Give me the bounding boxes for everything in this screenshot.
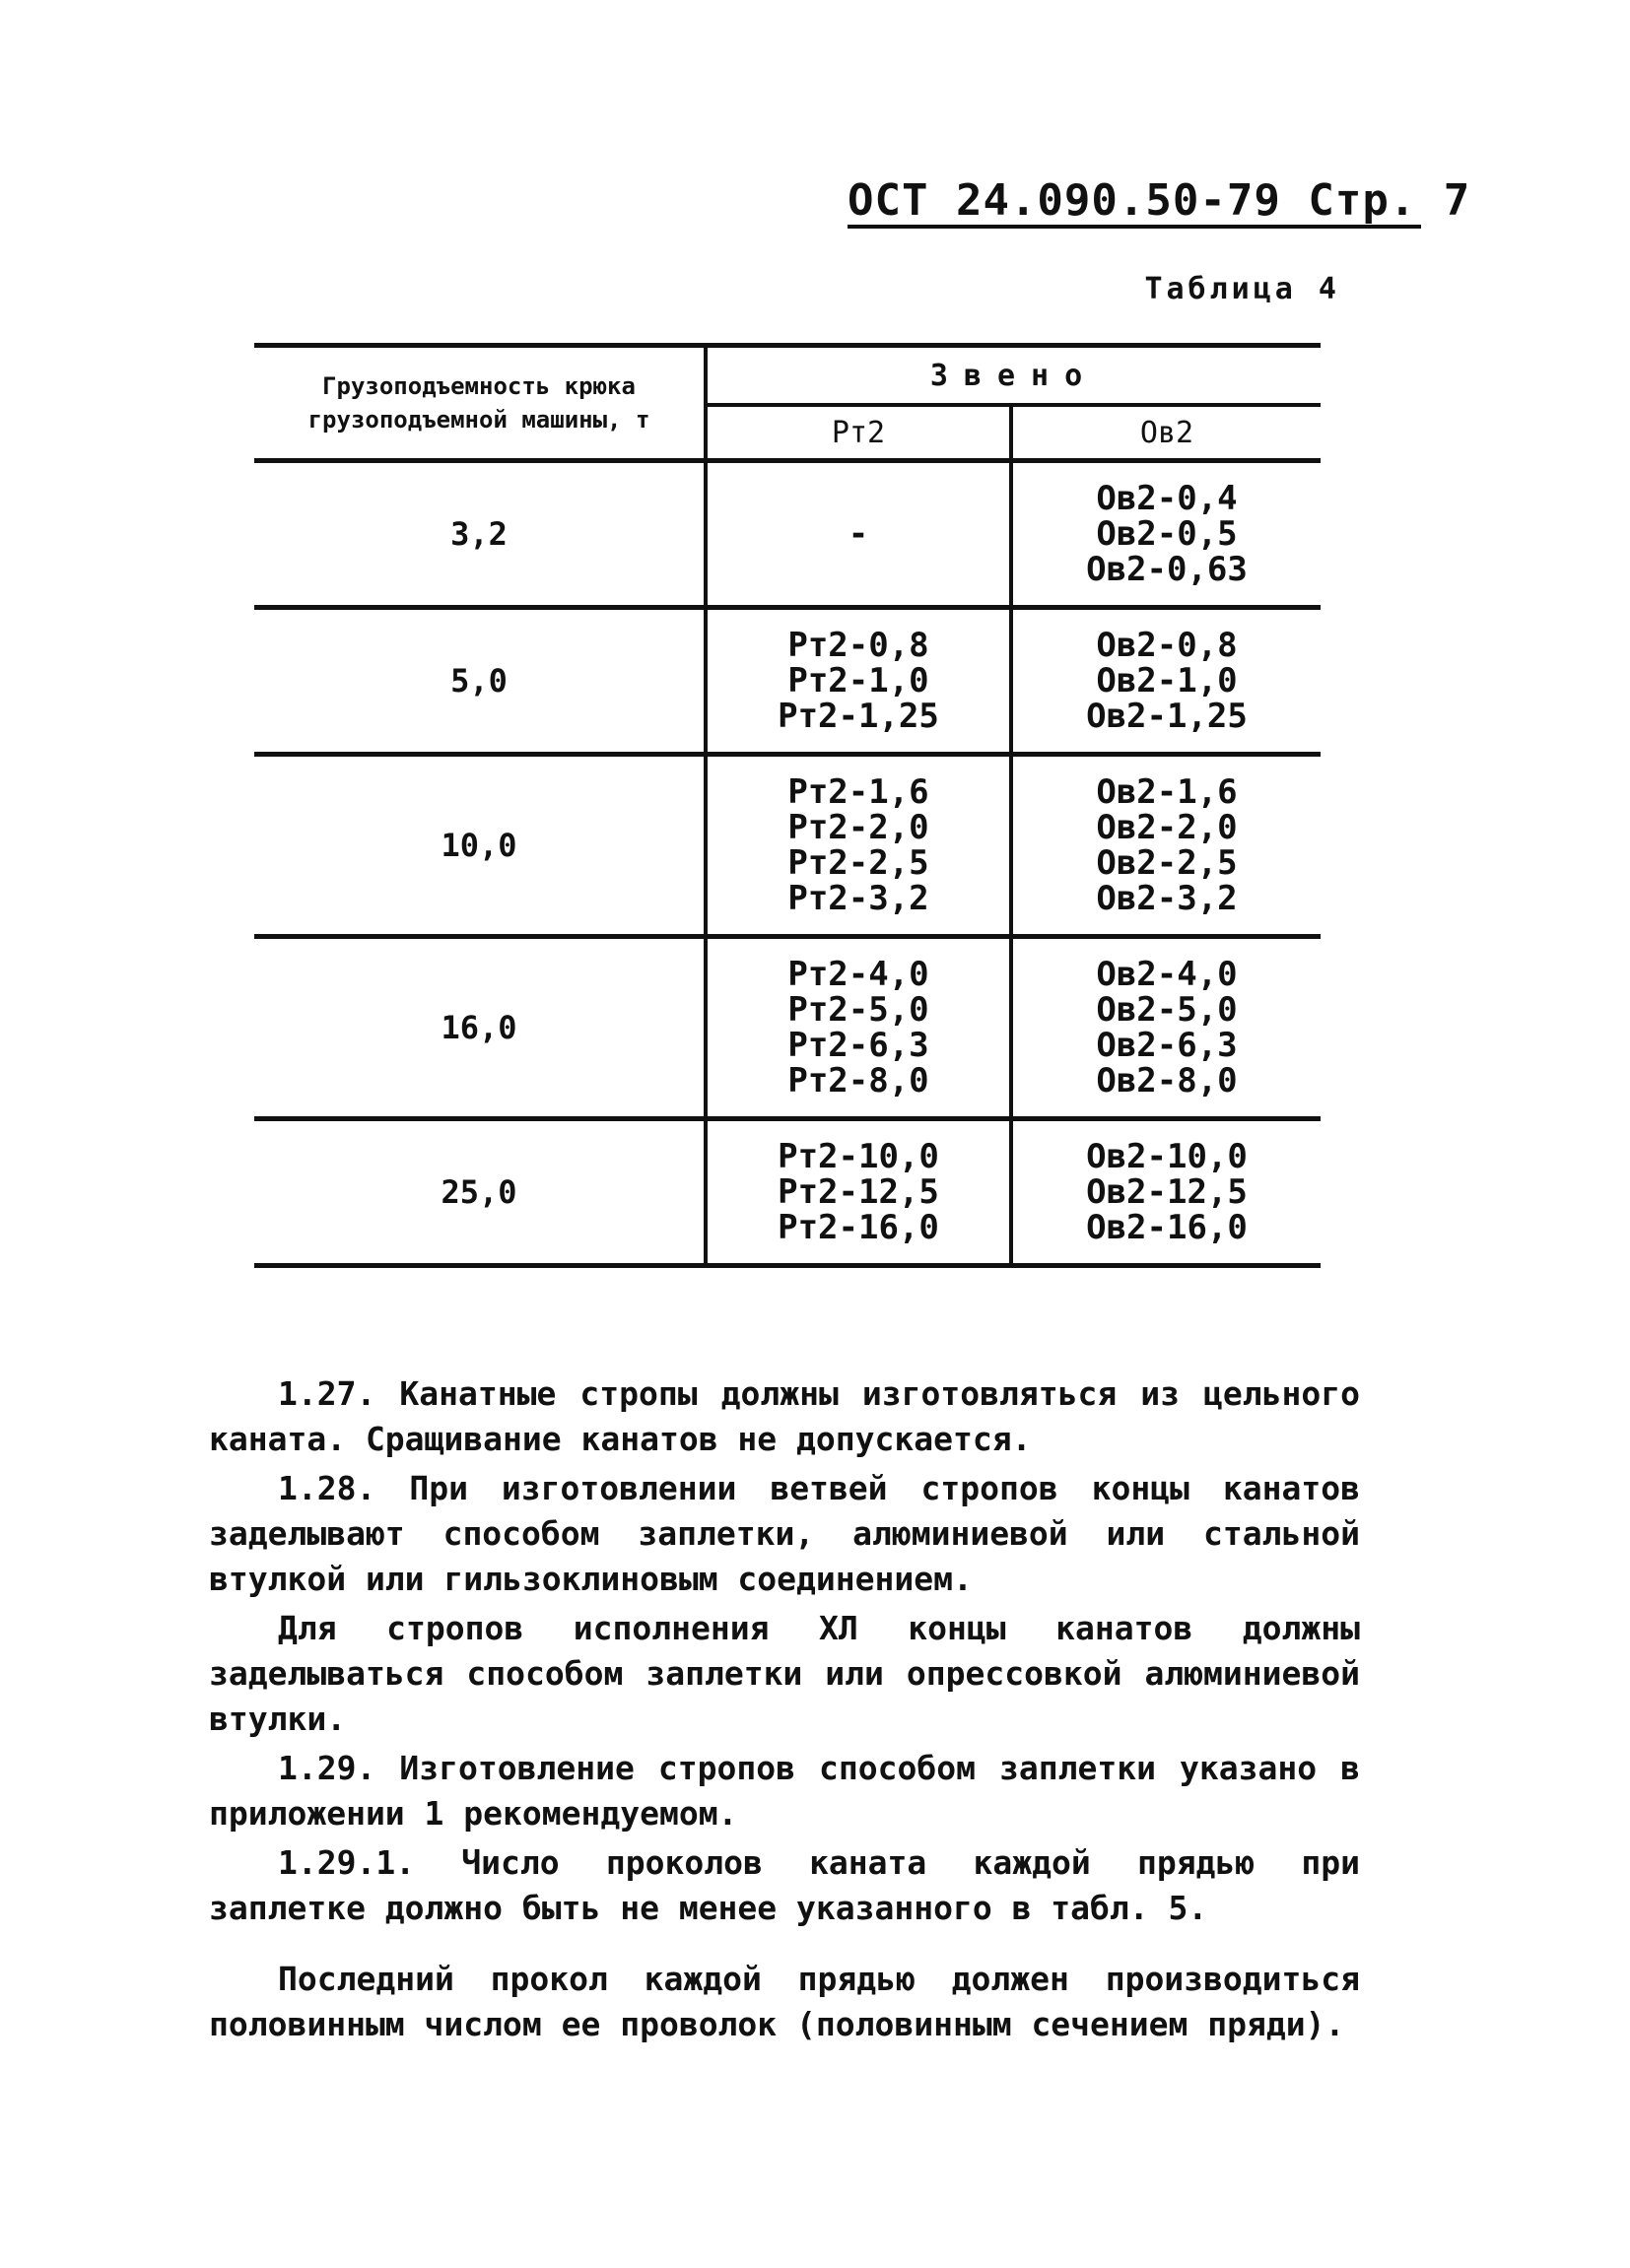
paragraph-1-27: 1.27. Канатные стропы должны изготовляться из цельного каната. Сращивание канатов не допускается. bbox=[209, 1374, 1360, 1458]
rt2-value: Рт2-12,5 bbox=[778, 1172, 939, 1212]
ov2-value: Ов2-8,0 bbox=[1096, 1061, 1238, 1101]
ov2-cell bbox=[1011, 755, 1321, 937]
rt2-value: Рт2-5,0 bbox=[787, 990, 929, 1030]
table-row bbox=[254, 755, 1321, 937]
paragraph-last-puncture: Последний прокол каждой прядью должен производиться половинным числом ее проволок (половинным сечением пряди). bbox=[209, 1960, 1360, 2043]
ov2-cell bbox=[1011, 1119, 1321, 1266]
subheader-rt2: Рт2 bbox=[706, 405, 1011, 461]
table-row bbox=[254, 608, 1321, 755]
rt2-value: Рт2-2,5 bbox=[787, 843, 929, 883]
rt2-value: Рт2-1,6 bbox=[787, 772, 929, 812]
rt2-cell bbox=[706, 937, 1011, 1119]
rt2-value: Рт2-8,0 bbox=[787, 1061, 929, 1101]
rt2-value: Рт2-0,8 bbox=[787, 626, 929, 665]
rt2-value: - bbox=[848, 514, 869, 554]
ov2-cell bbox=[1011, 937, 1321, 1119]
ov2-value: Ов2-1,0 bbox=[1096, 661, 1238, 700]
ov2-cell bbox=[1011, 461, 1321, 608]
ov2-value: Ов2-16,0 bbox=[1086, 1208, 1248, 1247]
ov2-value: Ов2-2,5 bbox=[1096, 843, 1238, 883]
capacity-cell: 16,0 bbox=[254, 937, 706, 1119]
rt2-value: Рт2-1,0 bbox=[787, 661, 929, 700]
rt2-value: Рт2-10,0 bbox=[778, 1137, 939, 1176]
paragraph-xl-slings: Для стропов исполнения ХЛ концы канатов должны заделываться способом заплетки или опрессовкой алюминиевой втулки. bbox=[209, 1609, 1360, 1738]
ov2-value: Ов2-0,4 bbox=[1096, 479, 1238, 518]
paragraph-1-29: 1.29. Изготовление стропов способом заплетки указано в приложении 1 рекомендуемом. bbox=[209, 1749, 1360, 1833]
capacity-cell: 5,0 bbox=[254, 608, 706, 755]
rt2-value: Рт2-1,25 bbox=[778, 697, 939, 736]
data-table-4 bbox=[254, 343, 1321, 1268]
column-header-capacity: Грузоподъемность крюка грузоподъемной машины, т bbox=[254, 346, 706, 461]
subheader-ov2: Ов2 bbox=[1011, 405, 1321, 461]
ov2-cell bbox=[1011, 608, 1321, 755]
rt2-value: Рт2-2,0 bbox=[787, 808, 929, 847]
rt2-value: Рт2-3,2 bbox=[787, 879, 929, 918]
capacity-cell: 3,2 bbox=[254, 461, 706, 608]
table-caption: Таблица 4 bbox=[1144, 272, 1340, 306]
table-row bbox=[254, 1119, 1321, 1266]
rt2-cell bbox=[706, 461, 1011, 608]
table-row bbox=[254, 461, 1321, 608]
ov2-value: Ов2-1,25 bbox=[1086, 697, 1248, 736]
ov2-value: Ов2-6,3 bbox=[1096, 1026, 1238, 1065]
rt2-cell bbox=[706, 755, 1011, 937]
ov2-value: Ов2-0,5 bbox=[1096, 514, 1238, 554]
rt2-cell bbox=[706, 1119, 1011, 1266]
ov2-value: Ов2-4,0 bbox=[1096, 955, 1238, 994]
ov2-value: Ов2-2,0 bbox=[1096, 808, 1238, 847]
paragraph-1-29-1: 1.29.1. Число проколов каната каждой прядью при заплетке должно быть не менее указанного в табл. 5. bbox=[209, 1843, 1360, 1927]
capacity-cell: 25,0 bbox=[254, 1119, 706, 1266]
ov2-value: Ов2-3,2 bbox=[1096, 879, 1238, 918]
document-code-header: ОСТ 24.090.50-79 Стр. 7 bbox=[848, 177, 1421, 229]
ov2-value: Ов2-0,8 bbox=[1096, 626, 1238, 665]
paragraph-1-28: 1.28. При изготовлении ветвей стропов концы канатов заделывают способом заплетки, алюминиевой или стальной втулкой или гильзоклиновым соединением. bbox=[209, 1469, 1360, 1598]
ov2-value: Ов2-12,5 bbox=[1086, 1172, 1248, 1212]
capacity-cell: 10,0 bbox=[254, 755, 706, 937]
ov2-value: Ов2-10,0 bbox=[1086, 1137, 1248, 1176]
table-row bbox=[254, 937, 1321, 1119]
ov2-value: Ов2-0,63 bbox=[1086, 550, 1248, 589]
ov2-value: Ов2-1,6 bbox=[1096, 772, 1238, 812]
rt2-cell bbox=[706, 608, 1011, 755]
column-header-link: Звено bbox=[706, 346, 1321, 406]
rt2-value: Рт2-4,0 bbox=[787, 955, 929, 994]
rt2-value: Рт2-6,3 bbox=[787, 1026, 929, 1065]
body-text bbox=[209, 1371, 1360, 2051]
ov2-value: Ов2-5,0 bbox=[1096, 990, 1238, 1030]
rt2-value: Рт2-16,0 bbox=[778, 1208, 939, 1247]
